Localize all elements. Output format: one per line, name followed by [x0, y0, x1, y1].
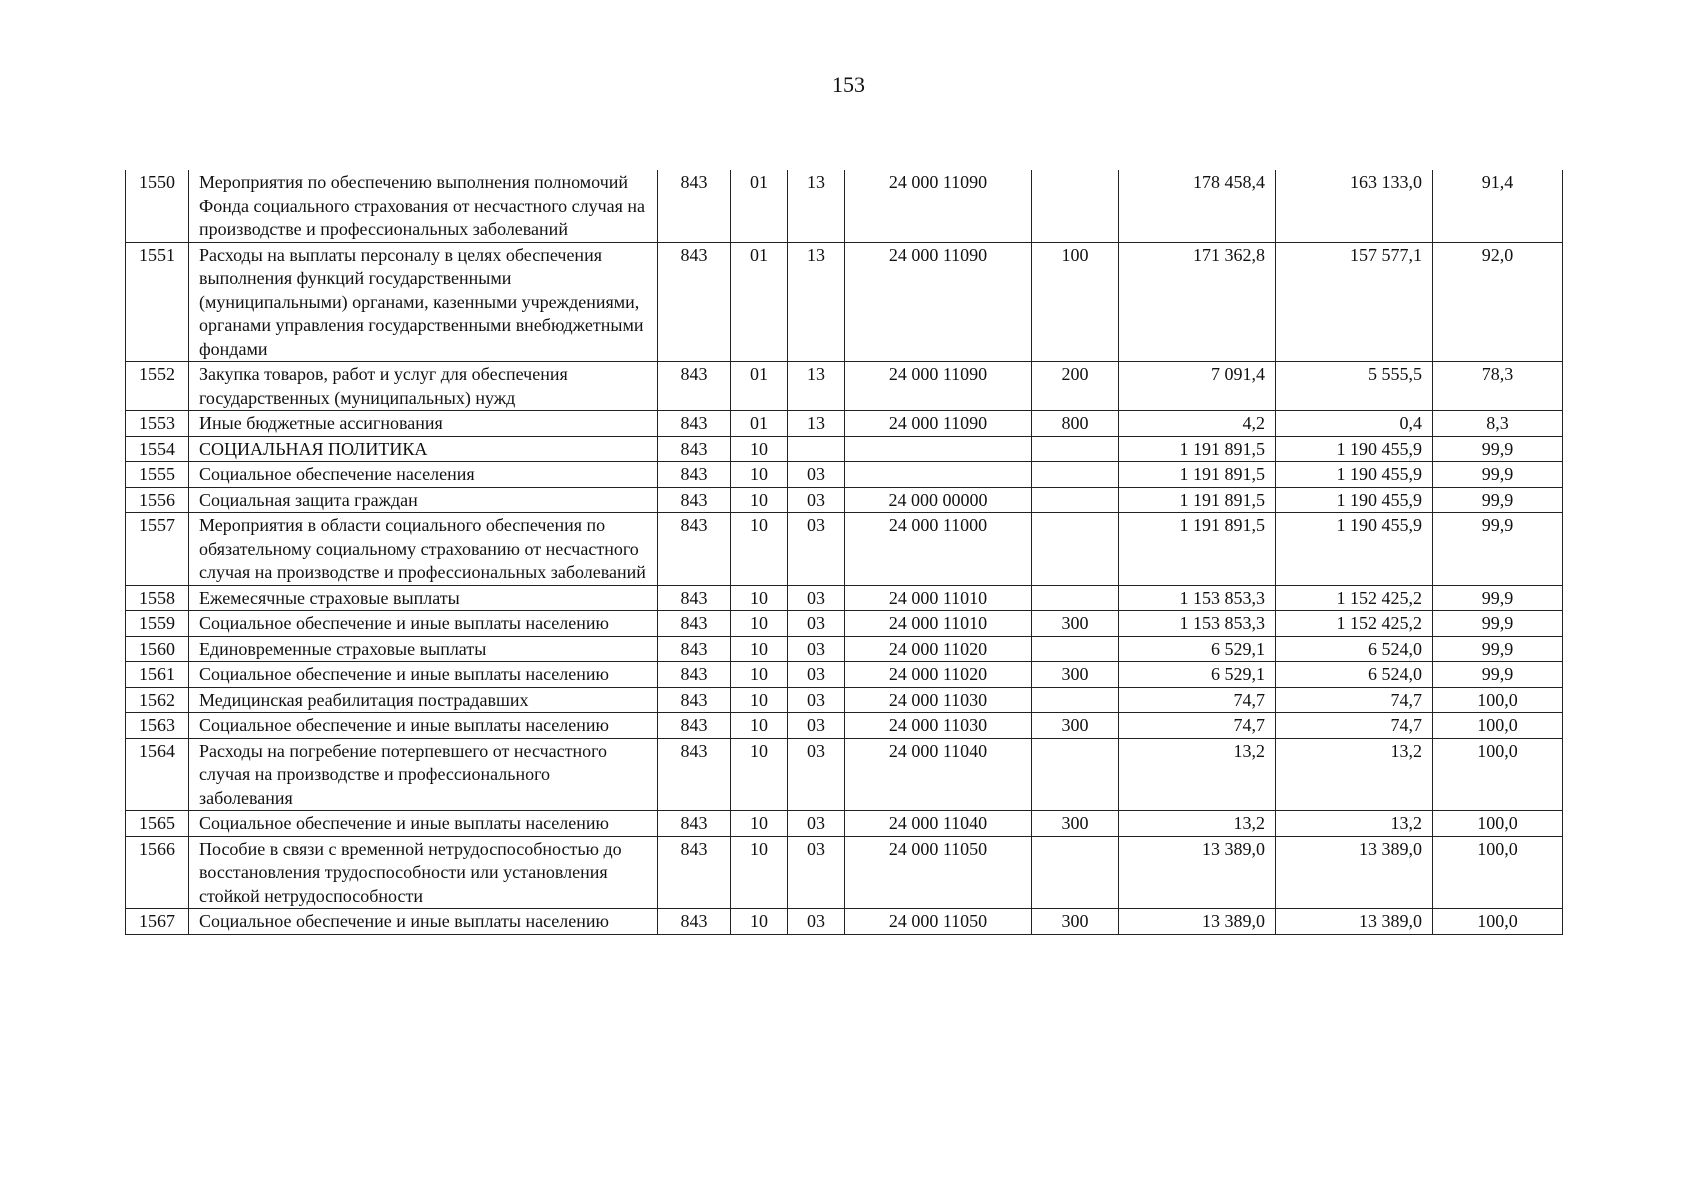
execution-percent-cell: 99,9 [1433, 611, 1563, 637]
subsection-code-cell: 03 [788, 713, 845, 739]
ministry-code-cell: 843 [658, 242, 731, 362]
ministry-code-cell: 843 [658, 836, 731, 909]
table-row [126, 513, 1563, 586]
section-code-cell: 10 [731, 662, 788, 688]
expense-type-code-cell [1032, 487, 1119, 513]
actual-amount-cell: 13 389,0 [1276, 909, 1433, 935]
execution-percent-cell: 99,9 [1433, 636, 1563, 662]
target-item-code-cell: 24 000 11050 [845, 909, 1032, 935]
planned-amount-cell: 13,2 [1119, 738, 1276, 811]
subsection-code-cell: 13 [788, 170, 845, 242]
row-number-cell: 1551 [126, 242, 189, 362]
subsection-code-cell: 03 [788, 487, 845, 513]
expense-type-code-cell: 200 [1032, 362, 1119, 411]
page-number: 153 [832, 72, 865, 97]
expense-name-cell: Единовременные страховые выплаты [189, 636, 658, 662]
execution-percent-cell: 100,0 [1433, 687, 1563, 713]
expense-name-cell: Иные бюджетные ассигнования [189, 411, 658, 437]
table-body [126, 170, 1563, 934]
ministry-code-cell: 843 [658, 462, 731, 488]
expense-name-cell: Социальное обеспечение и иные выплаты населению [189, 909, 658, 935]
row-number-cell: 1557 [126, 513, 189, 586]
section-code-cell: 10 [731, 909, 788, 935]
planned-amount-cell: 178 458,4 [1119, 170, 1276, 242]
planned-amount-cell: 6 529,1 [1119, 662, 1276, 688]
actual-amount-cell: 1 190 455,9 [1276, 462, 1433, 488]
expense-name-cell: Пособие в связи с временной нетрудоспособностью до восстановления трудоспособности или установления стойкой нетрудоспособности [189, 836, 658, 909]
expense-type-code-cell: 300 [1032, 811, 1119, 837]
ministry-code-cell: 843 [658, 487, 731, 513]
section-code-cell: 10 [731, 462, 788, 488]
table-row [126, 636, 1563, 662]
expense-name-cell: Социальное обеспечение и иные выплаты населению [189, 611, 658, 637]
subsection-code-cell: 03 [788, 738, 845, 811]
subsection-code-cell: 03 [788, 662, 845, 688]
subsection-code-cell: 03 [788, 462, 845, 488]
expense-type-code-cell: 300 [1032, 713, 1119, 739]
table-row [126, 411, 1563, 437]
actual-amount-cell: 157 577,1 [1276, 242, 1433, 362]
execution-percent-cell: 100,0 [1433, 738, 1563, 811]
execution-percent-cell: 100,0 [1433, 909, 1563, 935]
subsection-code-cell: 03 [788, 513, 845, 586]
ministry-code-cell: 843 [658, 662, 731, 688]
table-row [126, 662, 1563, 688]
table-row [126, 170, 1563, 242]
execution-percent-cell: 78,3 [1433, 362, 1563, 411]
table-row [126, 909, 1563, 935]
section-code-cell: 01 [731, 362, 788, 411]
target-item-code-cell: 24 000 11090 [845, 411, 1032, 437]
row-number-cell: 1558 [126, 585, 189, 611]
expense-type-code-cell [1032, 836, 1119, 909]
subsection-code-cell: 03 [788, 811, 845, 837]
execution-percent-cell: 99,9 [1433, 585, 1563, 611]
ministry-code-cell: 843 [658, 513, 731, 586]
execution-percent-cell: 99,9 [1433, 513, 1563, 586]
planned-amount-cell: 74,7 [1119, 713, 1276, 739]
row-number-cell: 1556 [126, 487, 189, 513]
expense-type-code-cell: 100 [1032, 242, 1119, 362]
section-code-cell: 10 [731, 513, 788, 586]
expense-name-cell: Социальное обеспечение и иные выплаты населению [189, 811, 658, 837]
target-item-code-cell: 24 000 11040 [845, 738, 1032, 811]
table-row [126, 687, 1563, 713]
section-code-cell: 10 [731, 436, 788, 462]
row-number-cell: 1567 [126, 909, 189, 935]
section-code-cell: 01 [731, 242, 788, 362]
actual-amount-cell: 13,2 [1276, 738, 1433, 811]
execution-percent-cell: 100,0 [1433, 811, 1563, 837]
target-item-code-cell: 24 000 11010 [845, 585, 1032, 611]
section-code-cell: 10 [731, 738, 788, 811]
section-code-cell: 10 [731, 687, 788, 713]
section-code-cell: 10 [731, 585, 788, 611]
expense-name-cell: Социальное обеспечение населения [189, 462, 658, 488]
table-row [126, 713, 1563, 739]
subsection-code-cell: 03 [788, 836, 845, 909]
target-item-code-cell: 24 000 11040 [845, 811, 1032, 837]
row-number-cell: 1564 [126, 738, 189, 811]
subsection-code-cell: 03 [788, 687, 845, 713]
row-number-cell: 1550 [126, 170, 189, 242]
ministry-code-cell: 843 [658, 436, 731, 462]
table-row [126, 811, 1563, 837]
planned-amount-cell: 1 191 891,5 [1119, 436, 1276, 462]
expense-name-cell: Социальное обеспечение и иные выплаты населению [189, 713, 658, 739]
target-item-code-cell: 24 000 11020 [845, 636, 1032, 662]
target-item-code-cell: 24 000 11010 [845, 611, 1032, 637]
execution-percent-cell: 99,9 [1433, 662, 1563, 688]
target-item-code-cell: 24 000 11030 [845, 687, 1032, 713]
execution-percent-cell: 91,4 [1433, 170, 1563, 242]
target-item-code-cell: 24 000 00000 [845, 487, 1032, 513]
planned-amount-cell: 1 191 891,5 [1119, 462, 1276, 488]
subsection-code-cell [788, 436, 845, 462]
section-code-cell: 10 [731, 487, 788, 513]
actual-amount-cell: 163 133,0 [1276, 170, 1433, 242]
planned-amount-cell: 4,2 [1119, 411, 1276, 437]
ministry-code-cell: 843 [658, 738, 731, 811]
section-code-cell: 01 [731, 170, 788, 242]
expense-name-cell: Мероприятия по обеспечению выполнения полномочий Фонда социального страхования от несчастного случая на производстве и профессиональных заболеваний [189, 170, 658, 242]
section-code-cell: 10 [731, 811, 788, 837]
section-code-cell: 01 [731, 411, 788, 437]
planned-amount-cell: 13,2 [1119, 811, 1276, 837]
target-item-code-cell: 24 000 11020 [845, 662, 1032, 688]
expense-type-code-cell [1032, 585, 1119, 611]
planned-amount-cell: 1 153 853,3 [1119, 611, 1276, 637]
ministry-code-cell: 843 [658, 811, 731, 837]
actual-amount-cell: 1 152 425,2 [1276, 585, 1433, 611]
planned-amount-cell: 7 091,4 [1119, 362, 1276, 411]
row-number-cell: 1553 [126, 411, 189, 437]
expense-name-cell: СОЦИАЛЬНАЯ ПОЛИТИКА [189, 436, 658, 462]
section-code-cell: 10 [731, 636, 788, 662]
planned-amount-cell: 1 153 853,3 [1119, 585, 1276, 611]
actual-amount-cell: 1 190 455,9 [1276, 487, 1433, 513]
table-row [126, 436, 1563, 462]
actual-amount-cell: 0,4 [1276, 411, 1433, 437]
expense-name-cell: Социальное обеспечение и иные выплаты населению [189, 662, 658, 688]
expense-type-code-cell [1032, 687, 1119, 713]
row-number-cell: 1552 [126, 362, 189, 411]
actual-amount-cell: 13,2 [1276, 811, 1433, 837]
execution-percent-cell: 99,9 [1433, 487, 1563, 513]
row-number-cell: 1565 [126, 811, 189, 837]
expense-name-cell: Расходы на выплаты персоналу в целях обеспечения выполнения функций государственными (муниципальными) органами, казенными учреждениями, органами управления государственными внебюджетными фондами [189, 242, 658, 362]
table-row [126, 836, 1563, 909]
expense-type-code-cell [1032, 170, 1119, 242]
target-item-code-cell: 24 000 11030 [845, 713, 1032, 739]
subsection-code-cell: 13 [788, 411, 845, 437]
table-row [126, 462, 1563, 488]
section-code-cell: 10 [731, 713, 788, 739]
ministry-code-cell: 843 [658, 611, 731, 637]
actual-amount-cell: 1 152 425,2 [1276, 611, 1433, 637]
ministry-code-cell: 843 [658, 713, 731, 739]
target-item-code-cell: 24 000 11050 [845, 836, 1032, 909]
actual-amount-cell: 6 524,0 [1276, 662, 1433, 688]
actual-amount-cell: 6 524,0 [1276, 636, 1433, 662]
section-code-cell: 10 [731, 611, 788, 637]
expense-name-cell: Медицинская реабилитация пострадавших [189, 687, 658, 713]
row-number-cell: 1562 [126, 687, 189, 713]
subsection-code-cell: 13 [788, 242, 845, 362]
actual-amount-cell: 74,7 [1276, 713, 1433, 739]
expense-type-code-cell: 800 [1032, 411, 1119, 437]
expense-type-code-cell [1032, 462, 1119, 488]
table-row [126, 242, 1563, 362]
planned-amount-cell: 1 191 891,5 [1119, 487, 1276, 513]
expense-type-code-cell: 300 [1032, 611, 1119, 637]
ministry-code-cell: 843 [658, 411, 731, 437]
row-number-cell: 1559 [126, 611, 189, 637]
execution-percent-cell: 100,0 [1433, 713, 1563, 739]
planned-amount-cell: 171 362,8 [1119, 242, 1276, 362]
expense-name-cell: Социальная защита граждан [189, 487, 658, 513]
execution-percent-cell: 99,9 [1433, 462, 1563, 488]
row-number-cell: 1560 [126, 636, 189, 662]
target-item-code-cell [845, 462, 1032, 488]
ministry-code-cell: 843 [658, 636, 731, 662]
expense-type-code-cell: 300 [1032, 909, 1119, 935]
table-row [126, 487, 1563, 513]
row-number-cell: 1561 [126, 662, 189, 688]
target-item-code-cell: 24 000 11090 [845, 242, 1032, 362]
ministry-code-cell: 843 [658, 909, 731, 935]
expense-type-code-cell: 300 [1032, 662, 1119, 688]
expense-type-code-cell [1032, 738, 1119, 811]
execution-percent-cell: 100,0 [1433, 836, 1563, 909]
table-row [126, 738, 1563, 811]
planned-amount-cell: 6 529,1 [1119, 636, 1276, 662]
expense-name-cell: Расходы на погребение потерпевшего от несчастного случая на производстве и профессионального заболевания [189, 738, 658, 811]
planned-amount-cell: 1 191 891,5 [1119, 513, 1276, 586]
table-row [126, 611, 1563, 637]
expense-name-cell: Ежемесячные страховые выплаты [189, 585, 658, 611]
row-number-cell: 1566 [126, 836, 189, 909]
planned-amount-cell: 13 389,0 [1119, 909, 1276, 935]
row-number-cell: 1554 [126, 436, 189, 462]
subsection-code-cell: 13 [788, 362, 845, 411]
actual-amount-cell: 13 389,0 [1276, 836, 1433, 909]
budget-table [125, 170, 1563, 935]
execution-percent-cell: 8,3 [1433, 411, 1563, 437]
target-item-code-cell: 24 000 11000 [845, 513, 1032, 586]
execution-percent-cell: 99,9 [1433, 436, 1563, 462]
expense-type-code-cell [1032, 436, 1119, 462]
ministry-code-cell: 843 [658, 687, 731, 713]
subsection-code-cell: 03 [788, 585, 845, 611]
subsection-code-cell: 03 [788, 636, 845, 662]
planned-amount-cell: 74,7 [1119, 687, 1276, 713]
ministry-code-cell: 843 [658, 362, 731, 411]
actual-amount-cell: 74,7 [1276, 687, 1433, 713]
ministry-code-cell: 843 [658, 170, 731, 242]
section-code-cell: 10 [731, 836, 788, 909]
actual-amount-cell: 1 190 455,9 [1276, 513, 1433, 586]
expense-type-code-cell [1032, 513, 1119, 586]
actual-amount-cell: 5 555,5 [1276, 362, 1433, 411]
actual-amount-cell: 1 190 455,9 [1276, 436, 1433, 462]
expense-name-cell: Закупка товаров, работ и услуг для обеспечения государственных (муниципальных) нужд [189, 362, 658, 411]
expense-name-cell: Мероприятия в области социального обеспечения по обязательному социальному страхованию от несчастного случая на производстве и профессиональных заболеваний [189, 513, 658, 586]
table-row [126, 362, 1563, 411]
subsection-code-cell: 03 [788, 611, 845, 637]
target-item-code-cell [845, 436, 1032, 462]
target-item-code-cell: 24 000 11090 [845, 362, 1032, 411]
execution-percent-cell: 92,0 [1433, 242, 1563, 362]
row-number-cell: 1555 [126, 462, 189, 488]
target-item-code-cell: 24 000 11090 [845, 170, 1032, 242]
table-row [126, 585, 1563, 611]
planned-amount-cell: 13 389,0 [1119, 836, 1276, 909]
expense-type-code-cell [1032, 636, 1119, 662]
subsection-code-cell: 03 [788, 909, 845, 935]
row-number-cell: 1563 [126, 713, 189, 739]
ministry-code-cell: 843 [658, 585, 731, 611]
